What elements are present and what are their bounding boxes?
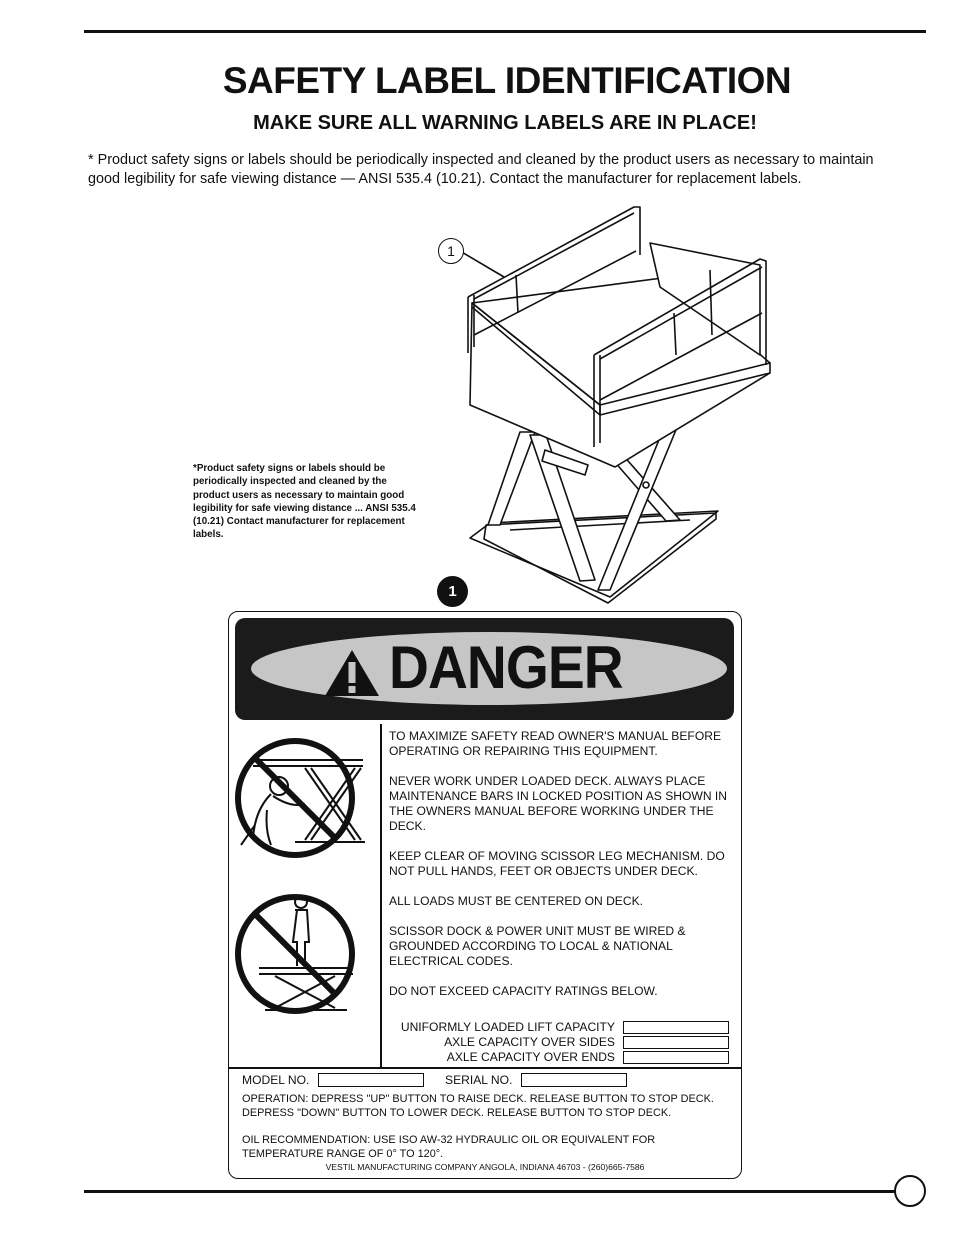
oil-recommendation: OIL RECOMMENDATION: USE ISO AW-32 HYDRAULIC OIL OR EQUIVALENT FOR TEMPERATURE RANGE OF 0° TO 120°. bbox=[242, 1134, 656, 1160]
danger-label bbox=[228, 611, 742, 1179]
no-riding-on-deck-icon bbox=[235, 886, 375, 1026]
warning-item: NEVER WORK UNDER LOADED DECK. ALWAYS PLACE MAINTENANCE BARS IN LOCKED POSITION AS SHOWN IN THE OWNERS MANUAL BEFORE WORKING UNDER THE DECK. bbox=[389, 774, 728, 833]
warning-list bbox=[389, 729, 739, 1014]
warning-item: TO MAXIMIZE SAFETY READ OWNER'S MANUAL BEFORE OPERATING OR REPAIRING THIS EQUIPMENT. bbox=[389, 729, 722, 758]
model-label: MODEL NO. bbox=[242, 1073, 310, 1087]
scissor-lift-illustration bbox=[450, 195, 790, 605]
danger-header bbox=[235, 618, 734, 720]
label-horizontal-divider bbox=[229, 1067, 741, 1069]
label-number-badge: 1 bbox=[437, 576, 468, 607]
intro-paragraph: * Product safety signs or labels should be periodically inspected and cleaned by the product users as necessary to maintain good legibility for safe viewing distance — ANSI 535.4 (10.21). Contact the manufacturer for replacement labels. bbox=[88, 152, 874, 187]
side-note: *Product safety signs or labels should be periodically inspected and cleaned by the product users as necessary to maintain good legibility for safe viewing distance ... ANSI 535.4 (10.21) Contact manufacturer for replacement labels. bbox=[193, 463, 416, 541]
warning-triangle-icon bbox=[323, 648, 381, 698]
no-work-under-deck-icon bbox=[235, 730, 375, 870]
capacity-value-box bbox=[623, 1051, 729, 1064]
capacity-value-box bbox=[623, 1021, 729, 1034]
warning-item: ALL LOADS MUST BE CENTERED ON DECK. bbox=[389, 894, 644, 908]
capacity-label: AXLE CAPACITY OVER ENDS bbox=[446, 1050, 615, 1064]
page-title: SAFETY LABEL IDENTIFICATION bbox=[222, 60, 792, 101]
capacity-label: AXLE CAPACITY OVER SIDES bbox=[444, 1035, 615, 1049]
serial-number-box bbox=[521, 1073, 627, 1087]
model-number-box bbox=[318, 1073, 424, 1087]
page-number-circle bbox=[894, 1175, 926, 1207]
serial-label: SERIAL NO. bbox=[445, 1073, 513, 1087]
warning-item: KEEP CLEAR OF MOVING SCISSOR LEG MECHANISM. DO NOT PULL HANDS, FEET OR OBJECTS UNDER DECK. bbox=[389, 849, 725, 878]
operation-text: OPERATION: DEPRESS "UP" BUTTON TO RAISE DECK. RELEASE BUTTON TO STOP DECK. DEPRESS "DOWN" BUTTON TO LOWER DECK. RELEASE BUTTON TO STOP DECK. bbox=[242, 1093, 714, 1119]
capacity-label: UNIFORMLY LOADED LIFT CAPACITY bbox=[400, 1020, 615, 1034]
top-rule bbox=[84, 30, 926, 33]
page-subtitle: MAKE SURE ALL WARNING LABELS ARE IN PLACE! bbox=[253, 112, 757, 134]
manufacturer-info: VESTIL MANUFACTURING COMPANY ANGOLA, INDIANA 46703 - (260)665-7586 bbox=[325, 1162, 645, 1172]
bottom-rule bbox=[84, 1190, 896, 1193]
label-vertical-divider bbox=[380, 724, 382, 1067]
warning-item: DO NOT EXCEED CAPACITY RATINGS BELOW. bbox=[389, 984, 658, 998]
warning-item: SCISSOR DOCK & POWER UNIT MUST BE WIRED & GROUNDED ACCORDING TO LOCAL & NATIONAL ELECTRICAL CODES. bbox=[389, 924, 686, 968]
danger-heading: DANGER bbox=[389, 634, 623, 701]
capacity-value-box bbox=[623, 1036, 729, 1049]
callout-number: 1 bbox=[438, 238, 464, 264]
